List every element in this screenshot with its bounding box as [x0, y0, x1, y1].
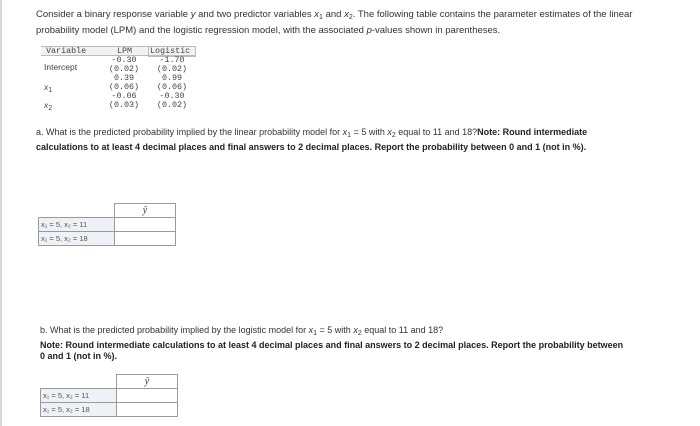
var-y: y — [190, 9, 196, 20]
lpm-x2: -0.06 — [111, 91, 137, 101]
intro-text: -values shown in parentheses. — [371, 24, 501, 36]
var-x2: x — [344, 9, 349, 20]
row-label-intercept: Intercept — [44, 62, 78, 72]
row-label-x1 — [44, 83, 52, 96]
subscript: 2 — [48, 105, 53, 112]
row-label-x2 — [44, 101, 52, 114]
answer-cell — [117, 389, 178, 403]
question-text: equal to 11 and 18? — [395, 127, 478, 137]
subscript: 1 — [313, 330, 318, 337]
subscript: 1 — [48, 87, 53, 94]
lpm-x2-p: (0.03) — [108, 100, 140, 110]
lpm-intercept: -0.30 — [111, 55, 137, 65]
answer-input-a2[interactable] — [115, 232, 175, 244]
log-intercept: -1.70 — [159, 55, 185, 65]
log-x2-p: (0.02) — [156, 100, 188, 110]
lpm-x1-p: (0.06) — [108, 82, 140, 92]
window-left-edge — [0, 0, 2, 426]
answer-cell — [115, 218, 176, 232]
answer-cell — [117, 403, 178, 417]
header-logistic: Logistic — [150, 46, 191, 56]
answer-cell — [115, 232, 176, 246]
question-text: = 5 with — [351, 127, 388, 137]
grid-row-label: x₁ = 5, x₂ = 18 — [41, 403, 117, 417]
question-b — [40, 325, 630, 363]
intro-text: and — [322, 9, 345, 20]
var-x2: x — [353, 325, 358, 335]
lpm-x1: 0.39 — [113, 73, 135, 83]
header-lpm: LPM — [117, 46, 133, 56]
log-intercept-p: (0.02) — [156, 64, 188, 74]
question-text: a. What is the predicted probability implied by the linear probability model for — [36, 127, 343, 137]
var-p: p — [366, 24, 372, 36]
lpm-intercept-p: (0.02) — [108, 64, 140, 74]
var-x2: x — [387, 127, 392, 137]
grid-corner — [39, 204, 115, 218]
question-text: b. What is the predicted probability implied by the logistic model for — [40, 325, 309, 335]
intro-text: . The following table contains the parameter estimates of the linear probability model (LPM) and the logistic regression model, with the associated — [36, 9, 633, 36]
var-x1: x — [342, 127, 348, 137]
answer-input-a1[interactable] — [115, 218, 175, 230]
subscript: 2 — [391, 132, 396, 139]
intro-text: Consider a binary response variable — [36, 9, 191, 20]
question-text: equal to 11 and 18? — [361, 325, 444, 335]
subscript: 1 — [347, 132, 352, 139]
log-x1: 0.99 — [161, 73, 183, 83]
answer-input-b2[interactable] — [117, 403, 177, 415]
log-x1-p: (0.06) — [156, 82, 188, 92]
var-x1: x — [308, 325, 314, 335]
answer-input-b1[interactable] — [117, 389, 177, 401]
problem-intro — [36, 9, 646, 37]
answer-grid-b — [40, 374, 178, 417]
rounding-note: Note: Round intermediate calculations to at least 4 decimal places and final answers to 2 decimal places. Report the probability between 0 and 1 (not in %). — [36, 127, 588, 152]
subscript: 2 — [357, 330, 362, 337]
question-text: = 5 with — [317, 325, 354, 335]
var-x1: x — [314, 9, 320, 20]
subscript: 1 — [319, 14, 323, 21]
grid-row-label: x₁ = 5, x₂ = 18 — [39, 232, 115, 246]
question-a — [36, 127, 636, 153]
grid-row-label: x₁ = 5, x₂ = 11 — [41, 389, 117, 403]
answer-grid-a — [38, 203, 176, 246]
yhat-header: ŷ — [115, 204, 176, 218]
rounding-note: Note: Round intermediate calculations to at least 4 decimal places and final answers to 2 decimal places. Report the probability between 0 and 1 (not in %). — [40, 339, 624, 361]
yhat-header: ŷ — [117, 375, 178, 389]
grid-row-label: x₁ = 5, x₂ = 11 — [39, 218, 115, 232]
log-x2: -0.30 — [159, 91, 185, 101]
var-x2: x — [44, 100, 49, 110]
header-variable: Variable — [46, 46, 87, 56]
intro-text: and two predictor variables — [195, 9, 315, 20]
grid-corner — [41, 375, 117, 389]
subscript: 2 — [348, 14, 353, 21]
var-x1: x — [44, 82, 49, 92]
